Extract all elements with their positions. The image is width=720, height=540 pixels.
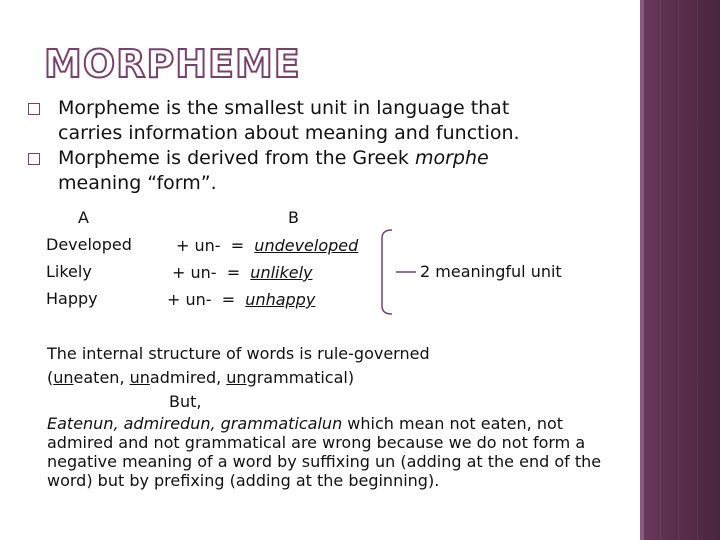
bullet-text: Morpheme is derived from the Greek bbox=[58, 147, 415, 169]
paragraph-line: The internal structure of words is rule-governed bbox=[47, 344, 430, 363]
column-a-header: A bbox=[78, 208, 89, 227]
wrong-examples: Eatenun, admiredun, grammaticalun bbox=[47, 414, 343, 433]
bullet-italic-word: morphe bbox=[414, 147, 489, 169]
column-a-word: Developed bbox=[46, 235, 132, 254]
examples-line: (uneaten, unadmired, ungrammatical) bbox=[47, 368, 355, 387]
decorative-sidebar bbox=[640, 0, 720, 540]
bullet-line: meaning “form”. bbox=[58, 172, 217, 194]
bracket-icon bbox=[378, 228, 394, 316]
column-a-word: Happy bbox=[46, 289, 98, 308]
bullet-box-icon bbox=[28, 103, 40, 115]
column-a bbox=[46, 208, 132, 316]
derivation-row bbox=[167, 290, 315, 309]
example-prefix: un bbox=[129, 368, 150, 387]
slide-title: MORPHEME bbox=[44, 42, 301, 86]
wrong-forms-text: Eatenun, admiredun, grammaticalun which mean not eaten, not admired and not grammatical are wrong because we do not form a negative meaning of a word by suffixing un (adding at the end of the word) but by prefixing (adding at the beginning). bbox=[47, 414, 602, 490]
equals: = bbox=[226, 263, 241, 282]
example-prefix: un bbox=[226, 368, 247, 387]
prefix: + un- bbox=[167, 290, 212, 309]
result-word: unhappy bbox=[245, 290, 316, 309]
example-prefix: un bbox=[53, 368, 74, 387]
bullet-list bbox=[28, 96, 618, 196]
bullet-item bbox=[28, 146, 618, 196]
explanation-paragraph bbox=[47, 342, 627, 490]
derivation-row bbox=[172, 263, 313, 282]
equals: = bbox=[221, 290, 236, 309]
equals: = bbox=[230, 236, 245, 255]
result-word: undeveloped bbox=[254, 236, 359, 255]
prefix: + un- bbox=[172, 263, 217, 282]
bullet-line: Morpheme is the smallest unit in language that bbox=[58, 97, 510, 119]
prefix: + un- bbox=[176, 236, 221, 255]
bullet-item bbox=[28, 96, 618, 146]
column-a-word: Likely bbox=[46, 262, 92, 281]
derivation-row bbox=[176, 236, 358, 255]
result-word: unlikely bbox=[250, 263, 313, 282]
connector-line bbox=[396, 270, 416, 274]
but-label: But, bbox=[169, 392, 202, 411]
bullet-box-icon bbox=[28, 153, 40, 165]
meaningful-unit-note: 2 meaningful unit bbox=[420, 262, 562, 281]
bullet-line: carries information about meaning and function. bbox=[58, 122, 520, 144]
column-b-header: B bbox=[288, 208, 299, 227]
